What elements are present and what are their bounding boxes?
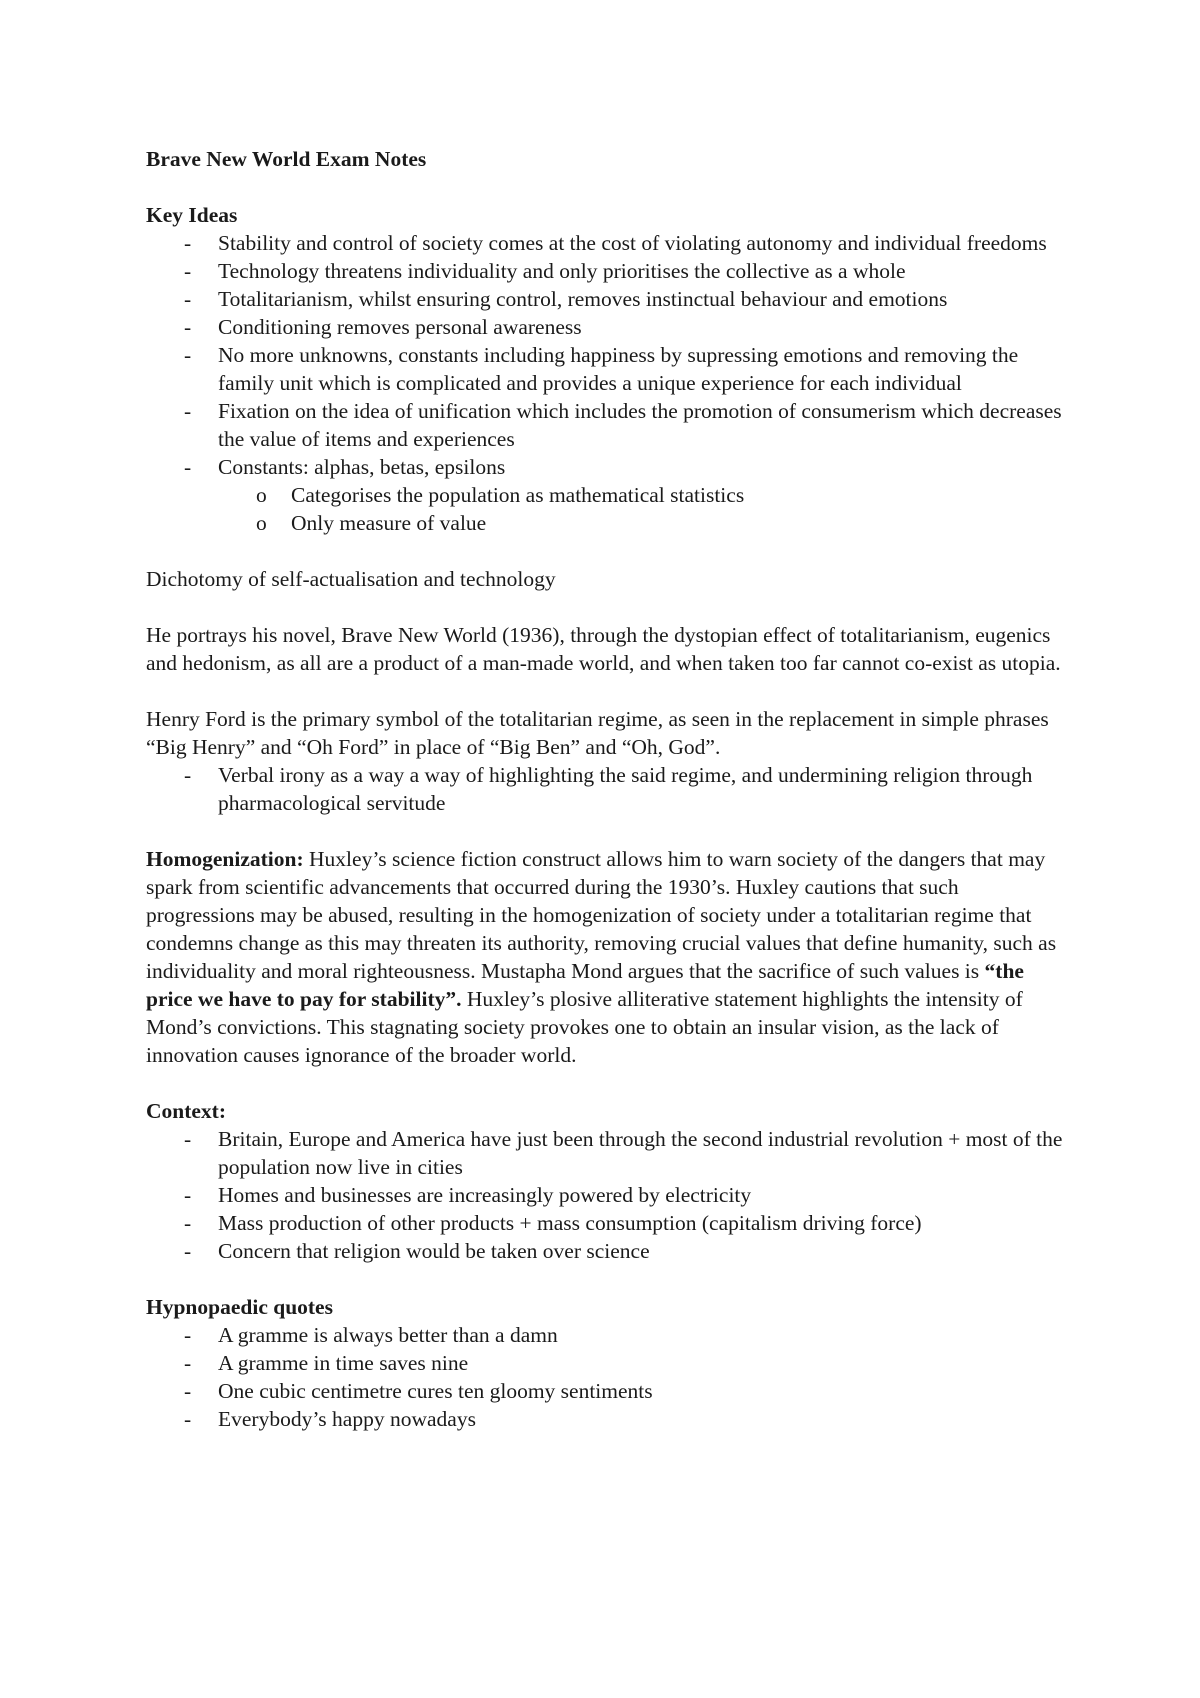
- dash-marker: -: [184, 399, 192, 423]
- key-ideas-list: [146, 229, 1066, 481]
- list-item: - Stability and control of society comes at the cost of violating autonomy and individual freedoms: [184, 231, 1047, 255]
- dash-marker: -: [184, 1211, 192, 1235]
- circle-marker: o: [256, 483, 267, 507]
- list-item: - Totalitarianism, whilst ensuring control, removes instinctual behaviour and emotions: [184, 287, 948, 311]
- dash-marker: -: [184, 1127, 192, 1151]
- list-item: - Everybody’s happy nowadays: [184, 1407, 476, 1431]
- constants-sublist: [146, 481, 1066, 537]
- list-item: - One cubic centimetre cures ten gloomy sentiments: [184, 1379, 653, 1403]
- dash-marker: -: [184, 1239, 192, 1263]
- circle-marker: o: [256, 511, 267, 535]
- list-item: - Fixation on the idea of unification which includes the promotion of consumerism which decreases the value of items and experiences: [184, 399, 1062, 451]
- dash-marker: -: [184, 1407, 192, 1431]
- list-item: - Conditioning removes personal awareness: [184, 315, 582, 339]
- list-item: - Britain, Europe and America have just been through the second industrial revolution + most of the population now live in cities: [184, 1127, 1063, 1179]
- list-item: - A gramme is always better than a damn: [184, 1323, 558, 1347]
- dash-marker: -: [184, 455, 192, 479]
- document-page: [146, 145, 1066, 1433]
- dash-marker: -: [184, 315, 192, 339]
- list-item: - Technology threatens individuality and only prioritises the collective as a whole: [184, 259, 906, 283]
- list-item: - No more unknowns, constants including happiness by supressing emotions and removing the family unit which is complicated and provides a unique experience for each individual: [184, 343, 1019, 395]
- list-item: - Verbal irony as a way a way of highlighting the said regime, and undermining religion through pharmacological servitude: [184, 763, 1033, 815]
- dash-marker: -: [184, 1183, 192, 1207]
- hypnopaedic-heading: Hypnopaedic quotes: [146, 1295, 333, 1319]
- list-item: - A gramme in time saves nine: [184, 1351, 469, 1375]
- dash-marker: -: [184, 1351, 192, 1375]
- sub-list-item: o Categorises the population as mathematical statistics: [256, 483, 745, 507]
- list-item: - Mass production of other products + mass consumption (capitalism driving force): [184, 1211, 922, 1235]
- dash-marker: -: [184, 1323, 192, 1347]
- dash-marker: -: [184, 259, 192, 283]
- henry-ford-paragraph: Henry Ford is the primary symbol of the totalitarian regime, as seen in the replacement in simple phrases “Big Henry” and “Oh Ford” in place of “Big Ben” and “Oh, God”.: [146, 707, 1049, 759]
- dash-marker: -: [184, 763, 192, 787]
- dash-marker: -: [184, 287, 192, 311]
- context-list: [146, 1125, 1066, 1265]
- stability-quote: “the price we have to pay for stability”.: [146, 959, 1024, 1011]
- dash-marker: -: [184, 1379, 192, 1403]
- list-item: - Homes and businesses are increasingly powered by electricity: [184, 1183, 752, 1207]
- dichotomy-paragraph: Dichotomy of self-actualisation and technology: [146, 567, 556, 591]
- sub-list-item: o Only measure of value: [256, 511, 487, 535]
- portrays-paragraph: He portrays his novel, Brave New World (1936), through the dystopian effect of totalitarianism, eugenics and hedonism, as all are a product of a man-made world, and when taken too far cannot co-exist as utopia.: [146, 623, 1061, 675]
- henry-ford-list: [146, 761, 1066, 817]
- list-item: - Concern that religion would be taken over science: [184, 1239, 650, 1263]
- list-item: - Constants: alphas, betas, epsilons: [184, 455, 506, 479]
- context-heading: Context:: [146, 1099, 227, 1123]
- dash-marker: -: [184, 343, 192, 367]
- dash-marker: -: [184, 231, 192, 255]
- hypnopaedic-list: [146, 1321, 1066, 1433]
- document-title: Brave New World Exam Notes: [146, 147, 427, 171]
- key-ideas-heading: Key Ideas: [146, 203, 238, 227]
- homogenization-label: Homogenization:: [146, 847, 304, 871]
- homogenization-paragraph: Homogenization: Huxley’s science fiction construct allows him to warn society of the dangers that may spark from scientific advancements that occurred during the 1930’s. Huxley cautions that such progressions may be abused, resulting in the homogenization of society under a totalitarian regime that condemns change as this may threaten its authority, removing crucial values that define humanity, such as individuality and moral righteousness. Mustapha Mond argues that the sacrifice of such values is “the price we have to pay for stability”. Huxley’s plosive alliterative statement highlights the intensity of Mond’s convictions. This stagnating society provokes one to obtain an insular vision, as the lack of innovation causes ignorance of the broader world.: [146, 847, 1057, 1067]
